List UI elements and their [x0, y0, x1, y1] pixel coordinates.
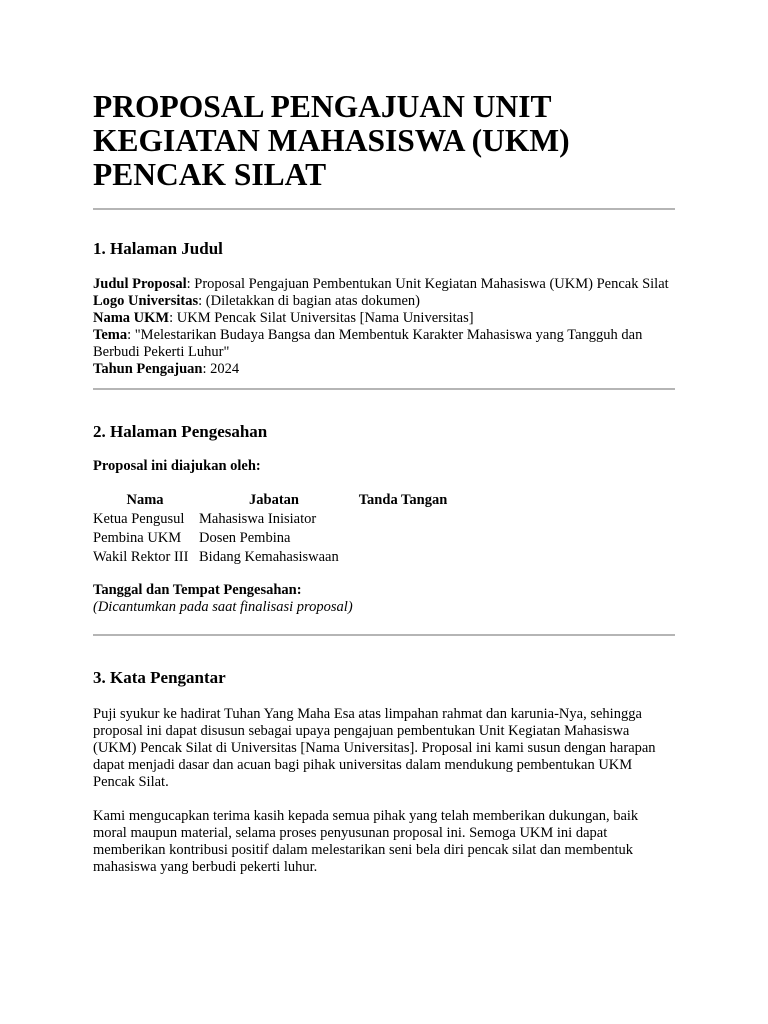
cell-nama: Ketua Pengusul	[93, 511, 185, 527]
approval-date-label: Tanggal dan Tempat Pengesahan:	[93, 582, 302, 598]
field-value: : UKM Pencak Silat Universitas [Nama Universitas]	[169, 310, 474, 326]
column-header-tanda-tangan: Tanda Tangan	[358, 491, 448, 508]
field-value: : Proposal Pengajuan Pembentukan Unit Kegiatan Mahasiswa (UKM) Pencak Silat	[186, 276, 669, 292]
approval-date-block	[93, 582, 675, 616]
cell-jabatan: Mahasiswa Inisiator	[199, 511, 317, 527]
section-title-kata-pengantar: 3. Kata Pengantar	[93, 668, 226, 687]
field-value: : "Melestarikan Budaya Bangsa dan Membentuk Karakter Mahasiswa yang Tangguh dan Berbudi Pekerti Luhur"	[93, 327, 643, 360]
divider	[93, 634, 675, 636]
document-title: PROPOSAL PENGAJUAN UNIT KEGIATAN MAHASISWA (UKM) PENCAK SILAT	[93, 89, 570, 192]
table-row	[93, 548, 455, 567]
field-label: Tema	[93, 327, 128, 343]
divider	[93, 388, 675, 390]
field-logo-universitas	[93, 293, 675, 310]
foreword-paragraph-2: Kami mengucapkan terima kasih kepada semua pihak yang telah memberikan dukungan, baik moral maupun material, selama proses penyusunan proposal ini. Semoga UKM ini dapat memberikan kontribusi positif dalam melestarikan seni bela diri pencak silat dan membentuk mahasiswa yang berbudi pekerti luhur.	[93, 808, 639, 875]
field-tahun-pengajuan	[93, 361, 675, 378]
column-header-jabatan: Jabatan	[249, 491, 299, 508]
foreword-paragraph-1: Puji syukur ke hadirat Tuhan Yang Maha Esa atas limpahan rahmat dan karunia-Nya, sehingga proposal ini dapat disusun sebagai upaya pengajuan pembentukan Unit Kegiatan Mahasiswa (UKM) Pencak Silat di Universitas [Nama Universitas]. Proposal ini kami susun dengan harapan dapat menjadi dasar dan acuan bagi pihak universitas dalam mendukung pembentukan UKM Pencak Silat.	[93, 706, 656, 790]
column-header-nama: Nama	[126, 491, 164, 508]
signature-table	[91, 490, 457, 567]
cell-tanda-tangan	[351, 510, 455, 529]
field-value: : 2024	[202, 361, 240, 377]
field-label: Tahun Pengajuan	[93, 361, 203, 377]
approval-date-note: (Dicantumkan pada saat finalisasi proposal)	[93, 599, 353, 615]
field-label: Nama UKM	[93, 310, 170, 326]
table-row	[93, 510, 455, 529]
cell-nama: Pembina UKM	[93, 530, 182, 546]
section-title-halaman-pengesahan: 2. Halaman Pengesahan	[93, 422, 268, 441]
table-header-row	[93, 490, 455, 510]
cell-jabatan: Bidang Kemahasiswaan	[199, 549, 339, 565]
cell-tanda-tangan	[351, 529, 455, 548]
field-nama-ukm	[93, 310, 675, 327]
submitted-by-label: Proposal ini diajukan oleh:	[93, 458, 261, 474]
title-page-fields	[93, 276, 675, 378]
table-row	[93, 529, 455, 548]
cell-tanda-tangan	[351, 548, 455, 567]
section-title-halaman-judul: 1. Halaman Judul	[93, 239, 223, 258]
field-value: : (Diletakkan di bagian atas dokumen)	[198, 293, 420, 309]
cell-jabatan: Dosen Pembina	[199, 530, 291, 546]
field-label: Judul Proposal	[93, 276, 187, 292]
field-judul-proposal	[93, 276, 675, 293]
field-label: Logo Universitas	[93, 293, 199, 309]
cell-nama: Wakil Rektor III	[93, 549, 189, 565]
divider	[93, 208, 675, 210]
field-tema	[93, 327, 675, 361]
